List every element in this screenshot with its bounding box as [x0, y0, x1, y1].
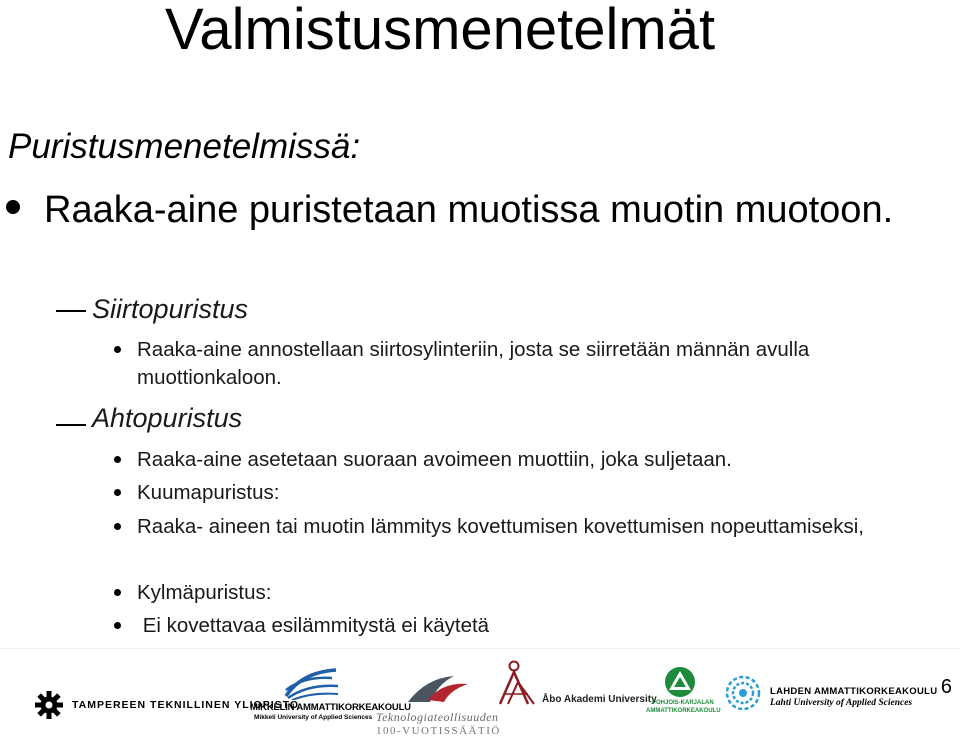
- pkamk-logo-text: POHJOIS-KARJALAN: [652, 700, 714, 706]
- teknologia-logo-text: Teknologiateollisuuden: [376, 710, 499, 724]
- triangle-emblem-icon: [662, 666, 698, 698]
- teknologia-logo: [376, 672, 516, 738]
- pkamk-logo: [644, 666, 721, 716]
- lahti-logo: [724, 674, 938, 718]
- gear-icon: [34, 690, 64, 720]
- sub-bullet-text: Raaka-aine asetetaan suoraan avoimeen muottiin, joka suljetaan.: [137, 448, 732, 471]
- abo-akademi-logo: [498, 660, 657, 710]
- sub-bullet-text: Raaka-aine annostellaan siirtosylinteriin, josta se siirretään männän avulla muottionkaloon.: [137, 338, 810, 389]
- lahti-logo-subtext: Lahti University of Applied Sciences: [770, 698, 913, 708]
- slide-subtitle: Puristusmenetelmissä:: [8, 127, 361, 166]
- dash-marker: [56, 424, 86, 426]
- dash-marker: [56, 310, 86, 312]
- sub-bullet-dot: [114, 523, 121, 530]
- page-number: 6: [940, 676, 952, 698]
- mikkeli-logo-subtext: Mikkeli University of Applied Sciences: [254, 714, 373, 721]
- lahti-logo-text: LAHDEN AMMATTIKORKEAKOULU: [770, 686, 938, 697]
- wave-icon: [282, 668, 340, 700]
- sub-bullet-text: Raaka- aineen tai muotin lämmitys kovettumisen kovettumisen nopeuttamiseksi,: [137, 515, 864, 538]
- sub-bullet-dot: [114, 622, 121, 629]
- sub-bullet-dot: [114, 456, 121, 463]
- sub-bullet-dot: [114, 589, 121, 596]
- pkamk-logo-subtext: AMMATTIKORKEAKOULU: [646, 708, 721, 714]
- footer-divider: [0, 648, 960, 649]
- tty-logo-text: TAMPEREEN TEKNILLINEN YLIOPISTO: [72, 699, 300, 711]
- main-bullet-text: Raaka-aine puristetaan muotissa muotin muotoon.: [44, 189, 894, 231]
- bullet-dot: [6, 200, 20, 214]
- swoosh-icon: [406, 672, 470, 706]
- sub-bullet-text: Ei kovettavaa esilämmitystä ei käytetä: [137, 614, 490, 637]
- section-heading-siirtopuristus: Siirtopuristus: [92, 294, 249, 324]
- slide-title: Valmistusmenetelmät: [165, 0, 716, 62]
- sub-bullet-dot: [114, 489, 121, 496]
- abo-akademi-logo-text: Åbo Akademi University: [542, 694, 657, 705]
- mikkeli-logo: [250, 668, 411, 728]
- sub-bullet-text: Kuumapuristus:: [137, 481, 280, 504]
- teknologia-logo-subtext: 100-VUOTISSÄÄTIÖ: [376, 725, 501, 737]
- section-heading-ahtopuristus: Ahtopuristus: [92, 403, 243, 433]
- arch-icon: [498, 660, 538, 706]
- mikkeli-logo-text: MIKKELIN AMMATTIKORKEAKOULU: [250, 702, 411, 713]
- sub-bullet-dot: [114, 346, 121, 353]
- spiral-icon: [724, 674, 762, 712]
- sub-bullet-text: Kylmäpuristus:: [137, 581, 272, 604]
